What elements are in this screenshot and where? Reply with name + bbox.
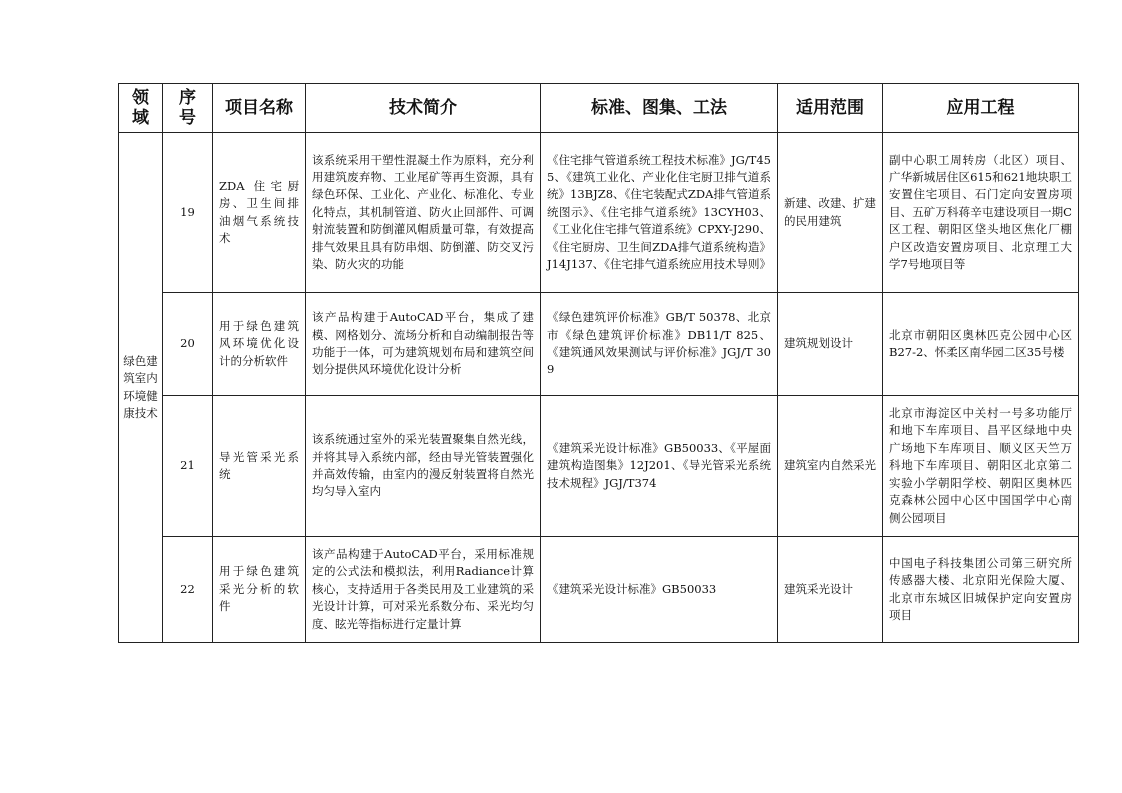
header-seq-char-1: 序: [179, 88, 196, 108]
projects-text: 北京市海淀区中关村一号多功能厅和地下车库项目、昌平区绿地中央广场地下车库项目、顺义区天竺万科地下车库项目、朝阳区北京第二实验小学朝阳学校、朝阳区奥林匹克森林公园中心区中国国学中心南侧公园项目: [889, 406, 1072, 525]
tech-intro-cell: [306, 293, 541, 396]
row-number: 22: [163, 537, 213, 643]
project-name-cell: [213, 537, 306, 643]
scope-cell: [778, 396, 883, 537]
row-number: 20: [163, 293, 213, 396]
tech-intro: 该系统通过室外的采光装置聚集自然光线，并将其导入系统内部，经由导光管装置强化并高效传输，由室内的漫反射装置将自然光均匀导入室内: [312, 432, 534, 499]
standard-cell: [541, 293, 778, 396]
project-name: ZDA 住宅厨房、卫生间排油烟气系统技术: [219, 178, 299, 245]
standard-cell: [541, 537, 778, 643]
scope-text: 建筑采光设计: [784, 581, 853, 596]
standard-text: 《绿色建筑评价标准》GB/T 50378、北京市《绿色建筑评价标准》DB11/T 825、《建筑通风效果测试与评价标准》JGJ/T 309: [547, 310, 771, 377]
scope-cell: [778, 293, 883, 396]
projects-cell: [883, 537, 1079, 643]
tech-intro-cell: [306, 537, 541, 643]
header-row: [119, 84, 1079, 133]
tech-intro: 该系统采用干塑性混凝土作为原料，充分利用建筑废弃物、工业尾矿等再生资源，具有绿色环保、工业化、产业化、标准化、专业化特点，其机制管道、防火止回部件、可调射流装置和防倒灌风帽质量可靠，有效提高排气效果且具有防串烟、防倒灌、防交叉污染、防火灾的功能: [312, 152, 534, 272]
row-number: 19: [163, 133, 213, 293]
header-projects: 应用工程: [883, 84, 1079, 133]
projects-text: 副中心职工周转房（北区）项目、广华新城居住区615和621地块职工安置住宅项目、石门定向安置房项目、五矿万科蒋辛屯建设项目一期C区工程、朝阳区垡头地区焦化厂棚户区改造安置房项目、北京理工大学7号地项目等: [889, 152, 1072, 272]
header-domain: [119, 84, 163, 133]
domain-cell: [119, 133, 163, 643]
header-seq-char-2: 号: [179, 108, 196, 128]
scope-text: 新建、改建、扩建的民用建筑: [784, 196, 876, 228]
project-name: 导光管采光系统: [219, 449, 299, 481]
project-name: 用于绿色建筑风环境优化设计的分析软件: [219, 318, 299, 368]
technology-table: [118, 83, 1079, 643]
tech-intro-cell: [306, 133, 541, 293]
header-project-name: 项目名称: [213, 84, 306, 133]
standard-cell: [541, 133, 778, 293]
tech-intro: 该产品构建于AutoCAD平台，采用标准规定的公式法和模拟法，利用Radiance计算核心，支持适用于各类民用及工业建筑的采光设计计算，可对采光系数分布、采光均匀度、眩光等指标进行定量计算: [312, 546, 534, 631]
table-row: [119, 133, 1079, 293]
header-seq: [163, 84, 213, 133]
project-name-cell: [213, 133, 306, 293]
tech-intro-cell: [306, 396, 541, 537]
scope-cell: [778, 133, 883, 293]
standard-text: 《建筑采光设计标准》GB50033: [547, 581, 717, 596]
projects-text: 北京市朝阳区奥林匹克公园中心区 B27-2、怀柔区南华园二区35号楼: [889, 327, 1072, 359]
project-name-cell: [213, 396, 306, 537]
projects-cell: [883, 133, 1079, 293]
scope-text: 建筑规划设计: [784, 336, 853, 351]
project-name: 用于绿色建筑采光分析的软件: [219, 564, 299, 614]
header-standard: 标准、图集、工法: [541, 84, 778, 133]
table-row: [119, 293, 1079, 396]
standard-cell: [541, 396, 778, 537]
projects-cell: [883, 293, 1079, 396]
header-tech-intro: 技术简介: [306, 84, 541, 133]
tech-intro: 该产品构建于AutoCAD平台，集成了建模、网格划分、流场分析和自动编制报告等功能于一体，可为建筑规划布局和建筑空间划分提供风环境优化设计分析: [312, 310, 534, 377]
header-domain-char-1: 领: [132, 88, 149, 108]
row-number: 21: [163, 396, 213, 537]
projects-text: 中国电子科技集团公司第三研究所传感器大楼、北京阳光保险大厦、北京市东城区旧城保护定向安置房项目: [889, 555, 1072, 622]
table-row: [119, 396, 1079, 537]
scope-text: 建筑室内自然采光: [784, 458, 876, 473]
scope-cell: [778, 537, 883, 643]
standard-text: 《住宅排气管道系统工程技术标准》JG/T455、《建筑工业化、产业化住宅厨卫排气道系统》13BJZ8、《住宅装配式ZDA排气管道系统图示》、《住宅排气道系统》13CYH03、《工业化住宅排气管道系统》CPXY-J290、《住宅厨房、卫生间ZDA排气道系统构造》J14J137、《住宅排气道系统应用技术导则》: [547, 152, 772, 272]
table-row: [119, 537, 1079, 643]
project-name-cell: [213, 293, 306, 396]
header-scope: 适用范围: [778, 84, 883, 133]
standard-text: 《建筑采光设计标准》GB50033、《平屋面建筑构造图集》12J201、《导光管采光系统技术规程》JGJ/T374: [547, 440, 771, 490]
projects-cell: [883, 396, 1079, 537]
header-domain-char-2: 域: [132, 108, 149, 128]
domain-label: 绿色建筑室内环境健康技术: [123, 353, 158, 420]
